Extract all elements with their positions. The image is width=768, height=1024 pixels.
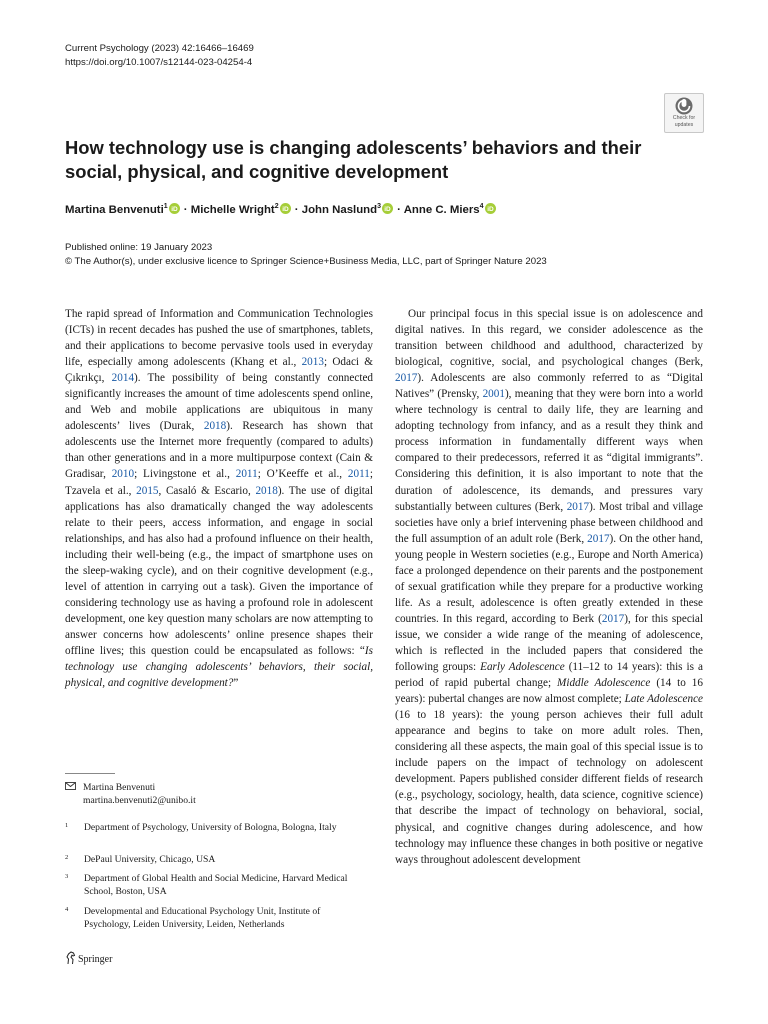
affiliation-item xyxy=(65,821,365,834)
research-question: Is technology use changing adolescents’ behaviors, their social, physical, and cognitive development? xyxy=(65,644,373,690)
author-name[interactable]: Michelle Wright xyxy=(190,204,275,216)
body-text: ). The use of digital applications has also dramatically changed the way adolescents relate to their peers, access information, and engage in social relationships, and has also had a profound influence on their health, including their well-being (e.g., the impact of smartphone uses on the sleep-waking cycle), and on their cognitive development (e.g., level of attention in carrying out a task). Given the importance of considering technology use as having a profound role in adolescent development, one key question many scholars are now attempting to answer concerns how adolescents’ online presence shapes their offline lives; this question could be encapsulated as follows: “ xyxy=(65,484,373,657)
body-text: ). Research has shown that adolescents use the Internet more frequently (compared to adults) than other generations and in a more multipurpose context (Cain & Gradisar, xyxy=(65,420,373,481)
citation-link[interactable]: 2015 xyxy=(136,484,159,497)
affiliation-number: 1 xyxy=(65,822,69,829)
citation-link[interactable]: 2017 xyxy=(587,532,610,545)
affiliation-text: DePaul University, Chicago, USA xyxy=(84,854,216,865)
body-text: ; Livingstone et al., xyxy=(134,468,236,481)
article-title: How technology use is changing adolescents’ behaviors and their social, physical, and cognitive development xyxy=(65,137,642,182)
body-paragraph xyxy=(395,306,703,868)
body-text: ). Most tribal and village societies have only a brief intervening phase between childhood and the full assumption of an adult role (Berk, xyxy=(395,500,703,545)
body-text: Our principal focus in this special issue is on adolescence and digital natives. In this regard, we consider adolescence as the transition between childhood and adulthood, characterized by biological, cognitive, social, and psychological changes (Berk, xyxy=(395,308,703,369)
check-for-updates-badge[interactable] xyxy=(664,93,704,133)
author-separator: · xyxy=(180,204,191,216)
stage-term: Middle Adolescence xyxy=(557,677,651,690)
body-text: ). The possibility of being constantly connected significantly increases the amount of time adolescents spend online, and Web and mobile applications are ubiquitous in many adolescents’ lives (Durak, xyxy=(65,372,373,433)
orcid-icon[interactable] xyxy=(280,203,291,214)
springer-horse-icon xyxy=(65,951,76,965)
publisher-logo xyxy=(65,951,112,965)
citation-link[interactable]: 2017 xyxy=(601,612,625,625)
stage-term: Early Adolescence xyxy=(480,661,565,674)
svg-text:iD: iD xyxy=(384,206,391,213)
doi-link[interactable]: https://doi.org/10.1007/s12144-023-04254-4 xyxy=(65,57,253,68)
citation-link[interactable]: 2011 xyxy=(347,468,370,481)
affiliation-item xyxy=(65,853,365,866)
copyright-notice: © The Author(s), under exclusive licence to Springer Science+Business Media, LLC, part of Springer Nature 2023 xyxy=(65,256,547,267)
journal-header xyxy=(65,42,254,70)
orcid-icon[interactable] xyxy=(169,203,180,214)
body-text: ). Adolescents are also commonly referred to as “Digital Natives” (Prensky, xyxy=(395,372,703,401)
body-column-left xyxy=(65,306,373,691)
citation-link[interactable]: 2001 xyxy=(482,388,505,401)
body-text: (16 to 18 years): the young person achieves their full adult appearance and begins to take on more adult roles. Then, considering all these aspects, the main goal of this special issue is to include papers on the impact of technology on adolescent development. Papers published consider different fields of research (e.g., psychology, sociology, health, data science, cognitive science) that describe the impact of technology on behavioral, social, physical, and cognitive changes during adolescence, and how technology may influence these changes in both positive or negative ways throughout adolescent development xyxy=(395,709,703,866)
body-text: The rapid spread of Information and Communication Technologies (ICTs) in recent decades has pushed the use of smartphones, tablets, and their applications to become pervasive tools used in everyday life, especially among adolescents (Khang et al., xyxy=(65,308,373,369)
body-text: ; Tzavela et al., xyxy=(65,468,373,497)
svg-text:iD: iD xyxy=(281,206,289,213)
affiliation-number: 2 xyxy=(65,854,69,861)
author-affiliation-ref: 1 xyxy=(163,203,168,211)
author-separator: · xyxy=(393,204,404,216)
author-affiliation-ref: 3 xyxy=(377,203,381,211)
author-separator: · xyxy=(291,204,302,216)
affiliation-number: 4 xyxy=(65,906,69,913)
publisher-name: Springer xyxy=(78,954,113,965)
body-text: ), for this special issue, we consider a wide range of the meaning of adolescence, which is reflected in the included papers that considered the following groups: xyxy=(395,612,703,674)
author-affiliation-ref: 2 xyxy=(274,203,279,211)
citation-link[interactable]: 2010 xyxy=(111,468,135,481)
correspondence-block xyxy=(65,781,196,807)
body-text: ” xyxy=(233,677,239,690)
corresponding-author: Martina Benvenuti xyxy=(83,782,156,793)
check-for-updates-icon xyxy=(675,97,693,115)
affiliation-text: Department of Psychology, University of Bologna, Bologna, Italy xyxy=(84,822,337,833)
citation-link[interactable]: 2018 xyxy=(255,484,278,497)
affiliation-text: Department of Global Health and Social Medicine, Harvard Medical School, Boston, USA xyxy=(84,873,348,897)
body-text: , Casaló & Escario, xyxy=(158,484,256,497)
body-text: ; O’Keeffe et al., xyxy=(257,468,348,481)
body-text: ). On the other hand, young people in Western societies (e.g., Europe and North America) face a prolonged dependence on their parents and the postponement of sexual gratification while they prepare for a productive working life. As a result, adolescence is often greatly extended in these countries. In this regard, according to Berk ( xyxy=(395,532,703,625)
affiliation-item xyxy=(65,872,365,898)
citation-link[interactable]: 2018 xyxy=(203,420,227,433)
citation-link[interactable]: 2017 xyxy=(395,372,418,385)
orcid-icon[interactable] xyxy=(382,203,393,214)
author-name[interactable]: Anne C. Miers xyxy=(403,204,480,216)
affiliation-text: Developmental and Educational Psychology Unit, Institute of Psychology, Leiden University, Leiden, Netherlands xyxy=(84,906,321,930)
svg-text:iD: iD xyxy=(486,206,494,213)
citation-link[interactable]: 2017 xyxy=(566,500,590,513)
svg-text:iD: iD xyxy=(170,206,178,213)
orcid-icon[interactable] xyxy=(485,203,496,214)
citation-link[interactable]: 2011 xyxy=(235,468,258,481)
body-text: (14 to 16 years): pubertal changes are now almost complete; xyxy=(395,677,703,706)
footnote-divider xyxy=(65,773,115,774)
affiliation-number: 3 xyxy=(65,873,69,880)
badge-line-1: Check for xyxy=(672,115,696,121)
affiliation-item xyxy=(65,905,365,931)
published-date: Published online: 19 January 2023 xyxy=(65,242,213,253)
author-list xyxy=(65,203,497,216)
publication-info xyxy=(65,241,547,269)
body-paragraph xyxy=(65,306,373,691)
body-text: ), meaning that they were born into a world where technology is central to daily life, they are learning and adopting technology from infancy, and as a result they think and process information in fundamentally different ways when compared to their predecessors, referred it as “digital immigrants”. Considering this definition, it is also important to note that the duration of adolescence, its demands, and pressures vary substantially between cultures (Berk, xyxy=(395,388,704,513)
stage-term: Late Adolescence xyxy=(624,693,704,706)
citation-link[interactable]: 2013 xyxy=(301,356,324,369)
author-name[interactable]: Martina Benvenuti xyxy=(65,204,164,216)
body-text: (11–12 to 14 years): this is a period of rapid pubertal change; xyxy=(395,661,703,690)
badge-line-2: updates xyxy=(674,121,694,128)
corresponding-email[interactable]: martina.benvenuti2@unibo.it xyxy=(83,795,196,806)
envelope-icon xyxy=(65,781,77,794)
author-affiliation-ref: 4 xyxy=(479,203,484,211)
body-column-right xyxy=(395,306,703,868)
citation-link[interactable]: 2014 xyxy=(111,372,135,385)
author-name[interactable]: John Naslund xyxy=(301,204,378,216)
body-text: ; Odaci & Çıkrıkçı, xyxy=(65,356,373,385)
journal-citation: Current Psychology (2023) 42:16466–16469 xyxy=(65,43,254,54)
